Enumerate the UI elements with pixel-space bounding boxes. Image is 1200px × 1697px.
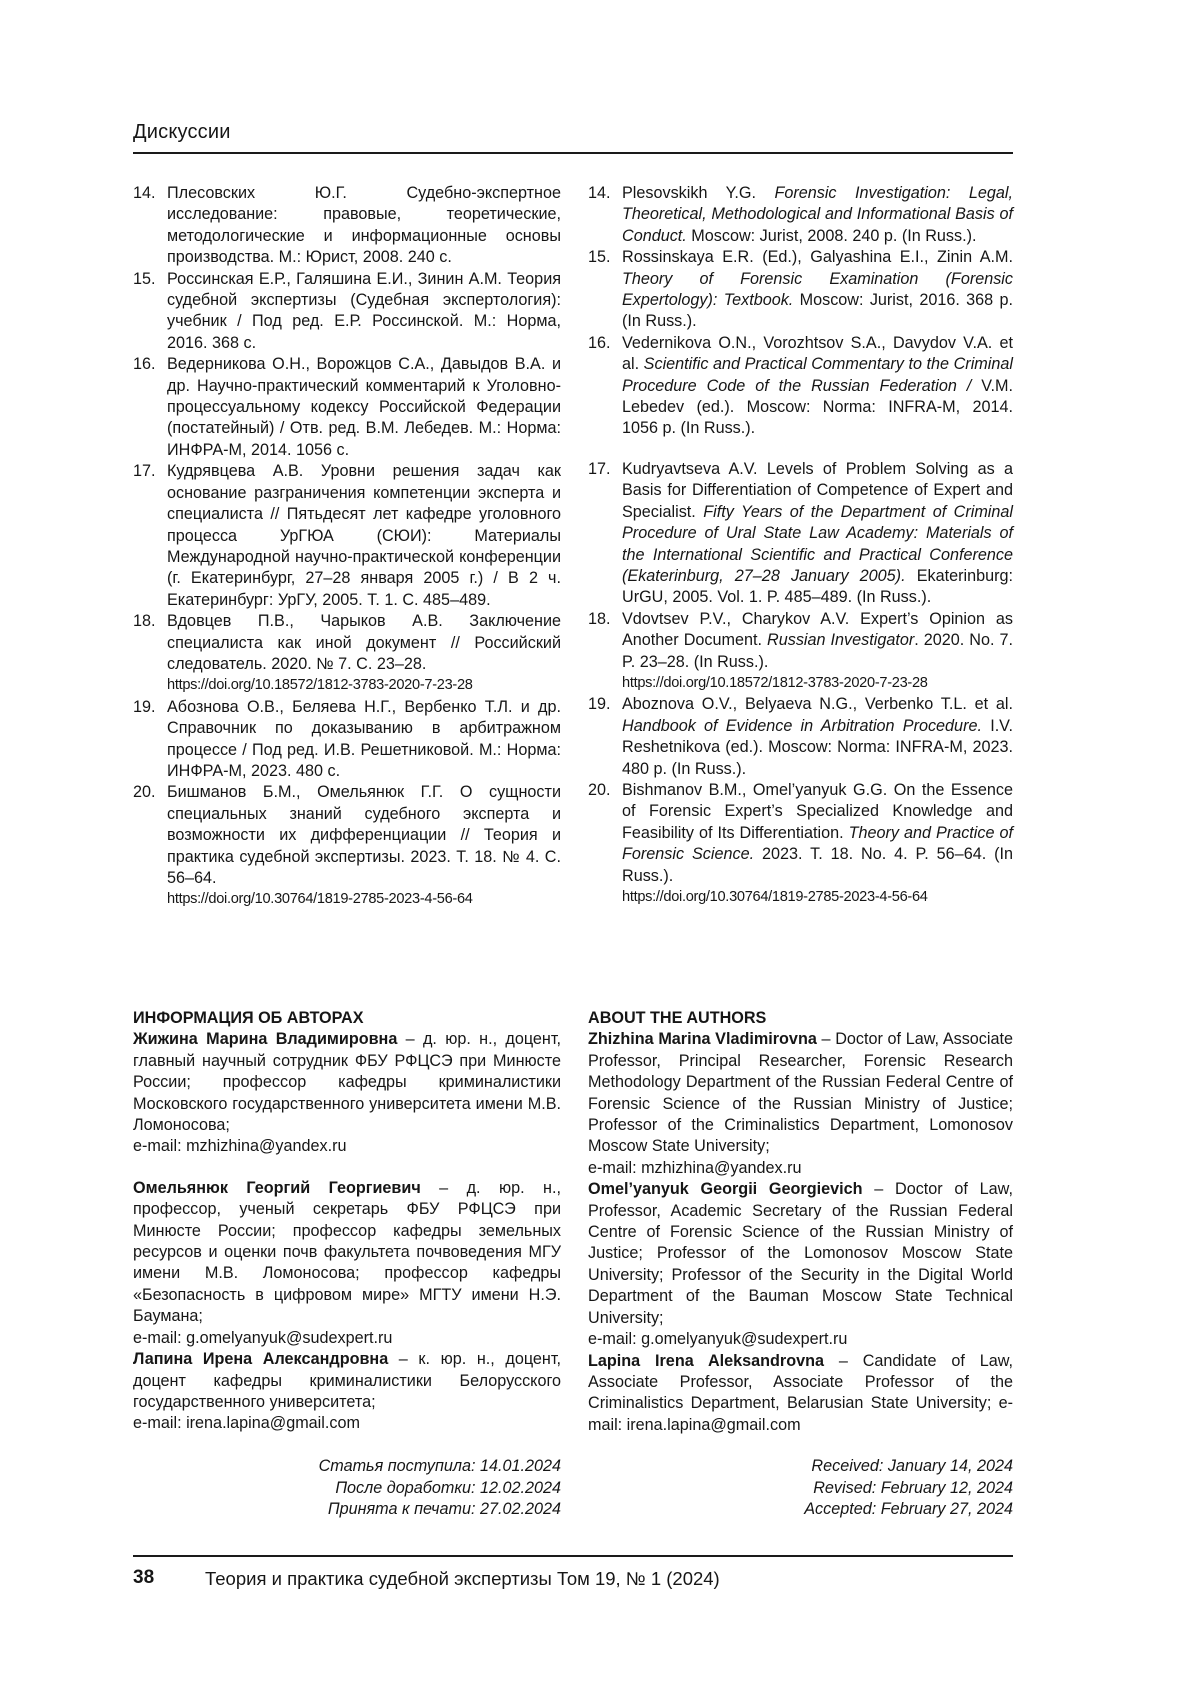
author-en-2: Omel’yanyuk Georgii Georgievich – Doctor of Law, Professor, Academic Secretary of the Russian Federal Centre of Forensic Science of the Russian Ministry of Justice; Professor of the Lomonosov Moscow State University; Professor of the Security in the Digital World Department of the Bauman Moscow State Technical University; e-mail: g.omelyanyuk@sudexpert.ru <box>588 1180 1013 1349</box>
reference-ru-17: 17. Кудрявцева А.В. Уровни решения задач как основание разграничения компетенции эксперта и специалиста // Пятьдесят лет кафедре уголовного процесса УрГЮА (СЮИ): Материалы Международной научно-практической конференции (г. Екатеринбург, 27–28 января 2005 г.) / В 2 ч. Екатеринбург: УрГУ, 2005. Т. 1. С. 485–489. <box>133 462 561 609</box>
author-email[interactable]: e-mail: mzhizhina@yandex.ru <box>133 1137 347 1156</box>
doi-link[interactable]: https://doi.org/10.18572/1812-3783-2020-7-23-28 <box>167 677 473 694</box>
revised-date: После доработки: 12.02.2024 <box>335 1478 561 1497</box>
author-en-3: Lapina Irena Aleksandrovna – Candidate of Law, Associate Professor, Associate Professor of the Criminalistics Department, Belarusian State University; e-mail: irena.lapina@gmail.com <box>588 1351 1014 1434</box>
reference-en-17: 17. Kudryavtseva A.V. Levels of Problem Solving as a Basis for Differentiation of Competence of Expert and Specialist. Fifty Years of the Department of Criminal Procedure of Ural State Law Academy: Materials of the International Scientific and Practical Conference (Ekaterinburg, 27–28 January 2005). Ekaterinburg: UrGU, 2005. Vol. 1. P. 485–489. (In Russ.). <box>588 459 1014 607</box>
author-ru-3: Лапина Ирена Александровна – к. юр. н., доцент, доцент кафедры криминалистики Белорусского государственного университета; e-mail: irena.lapina@gmail.com <box>133 1350 561 1433</box>
reference-en-19: 19. Aboznova O.V., Belyaeva N.G., Verbenko T.L. et al. Handbook of Evidence in Arbitration Procedure. I.V. Reshetnikova (ed.). Moscow: Norma: INFRA-M, 2023. 480 p. (In Russ.). <box>588 695 1013 778</box>
reference-en-20: 20. Bishmanov B.M., Omel’yanyuk G.G. On the Essence of Forensic Expert’s Specialized Knowledge and Feasibility of Its Differentiation. Theory and Practice of Forensic Science. 2023. T. 18. No. 4. P. 56–64. (In Russ.). https://doi.org/10.30764/1819-2785-2023-4-56-64 <box>588 780 1013 908</box>
received-date: Статья поступила: 14.01.2024 <box>318 1457 561 1475</box>
reference-en-15: 15. Rossinskaya E.R. (Ed.), Galyashina E.I., Zinin A.M. Theory of Forensic Examination (Forensic Expertology): Textbook. Moscow: Jurist, 2016. 368 p. (In Russ.). <box>588 248 1013 331</box>
author-ru-2: Омельянюк Георгий Георгиевич – д. юр. н., профессор, ученый секретарь ФБУ РФЦСЭ при Минюсте России; профессор кафедры земельных ресурсов и оценки почв факультета почвоведения МГУ имени М.В. Ломоносова; профессор кафедры «Безопасность в цифровом мире» МГТУ имени Н.Э. Баумана; e-mail: g.omelyanyuk@sudexpert.ru <box>133 1178 561 1347</box>
reference-ru-14: 14. Плесовских Ю.Г. Судебно-экспертное исследование: правовые, теоретические, методологические и информационные основы производства. М.: Юрист, 2008. 240 с. <box>133 184 561 267</box>
author-email[interactable]: e-mail: g.omelyanyuk@sudexpert.ru <box>133 1328 393 1347</box>
reference-ru-16: 16. Ведерникова О.Н., Ворожцов С.А., Давыдов В.А. и др. Научно-практический комментарий к Уголовно-процессуальному кодексу Российской Федерации (постатейный) / Отв. ред. В.М. Лебедев. М.: Норма: ИНФРА-М, 2014. 1056 с. <box>133 355 561 459</box>
reference-ru-18: 18. Вдовцев П.В., Чарыков А.В. Заключение специалиста как иной документ // Российский следователь. 2020. № 7. С. 23–28. https://doi.org/10.18572/1812-3783-2020-7-23-28 <box>133 611 561 697</box>
author-en-1: Zhizhina Marina Vladimirovna – Doctor of Law, Associate Professor, Principal Researcher, Forensic Research Methodology Department of the Russian Federal Centre of Forensic Science of the Russian Ministry of Justice; Professor of the Criminalistics Department, Lomonosov Moscow State University; e-mail: mzhizhina@yandex.ru <box>588 1030 1014 1177</box>
accepted-date: Принята к печати: 27.02.2024 <box>327 1500 561 1519</box>
authors-heading-ru: ИНФОРМАЦИЯ ОБ АВТОРАХ <box>133 1009 364 1027</box>
author-ru-1: Жижина Марина Владимировна – д. юр. н., доцент, главный научный сотрудник ФБУ РФЦСЭ при Минюсте России; профессор кафедры криминалистики Московского государственного университета имени М.В. Ломоносова; e-mail: mzhizhina@yandex.ru <box>133 1030 561 1156</box>
reference-en-18: 18. Vdovtsev P.V., Charykov A.V. Expert’s Opinion as Another Document. Russian Investigator. 2020. No. 7. P. 23–28. (In Russ.). https://doi.org/10.18572/1812-3783-2020-7-23-28 <box>588 609 1013 695</box>
doi-link[interactable]: https://doi.org/10.18572/1812-3783-2020-7-23-28 <box>622 674 928 691</box>
reference-ru-15: 15. Россинская Е.Р., Галяшина Е.И., Зинин А.М. Теория судебной экспертизы (Судебная экспертология): учебник / Под ред. Е.Р. Россинской. М.: Норма, 2016. 368 с. <box>133 269 561 352</box>
article-dates-ru <box>133 1456 561 1521</box>
article-dates-en <box>588 1456 1013 1521</box>
authors-info-ru <box>133 1008 561 1435</box>
footer-rule <box>133 1555 1013 1557</box>
authors-heading-en: ABOUT THE AUTHORS <box>588 1009 767 1027</box>
doi-link[interactable]: https://doi.org/10.30764/1819-2785-2023-4-56-64 <box>622 889 928 905</box>
reference-en-16: 16. Vedernikova O.N., Vorozhtsov S.A., Davydov V.A. et al. Scientific and Practical Commentary to the Criminal Procedure Code of the Russian Federation / V.M. Lebedev (ed.). Moscow: Norma: INFRA-M, 2014. 1056 p. (In Russ.). <box>588 333 1013 438</box>
page-number: 38 <box>133 1567 155 1588</box>
reference-ru-19: 19. Абознова О.В., Беляева Н.Г., Вербенко Т.Л. и др. Справочник по доказыванию в арбитражном процессе / Под ред. И.В. Решетниковой. М.: Норма: ИНФРА-М, 2023. 480 с. <box>133 697 561 780</box>
section-header: Дискуссии <box>133 121 231 143</box>
doi-link[interactable]: https://doi.org/10.30764/1819-2785-2023-4-56-64 <box>167 891 473 908</box>
authors-info-en <box>588 1008 1013 1436</box>
received-date: Received: January 14, 2024 <box>811 1457 1013 1475</box>
author-email[interactable]: e-mail: irena.lapina@gmail.com <box>133 1414 360 1433</box>
revised-date: Revised: February 12, 2024 <box>813 1478 1013 1497</box>
references-en <box>588 183 1013 908</box>
author-email[interactable]: e-mail: g.omelyanyuk@sudexpert.ru <box>588 1330 848 1349</box>
journal-title: Теория и практика судебной экспертизы Том 19, № 1 (2024) <box>205 1568 720 1589</box>
references-ru <box>133 183 561 911</box>
author-email[interactable]: e-mail: mzhizhina@yandex.ru <box>588 1158 802 1177</box>
reference-en-14: 14. Plesovskikh Y.G. Forensic Investigation: Legal, Theoretical, Methodological and Informational Basis of Conduct. Moscow: Jurist, 2008. 240 p. (In Russ.). <box>588 184 1013 245</box>
reference-ru-20: 20. Бишманов Б.М., Омельянюк Г.Г. О сущности специальных знаний судебного эксперта и возможности их дифференциации // Теория и практика судебной экспертизы. 2023. Т. 18. № 4. С. 56–64. https://doi.org/10.30764/1819-2785-2023-4-56-64 <box>133 782 561 910</box>
header-rule <box>133 152 1013 154</box>
accepted-date: Accepted: February 27, 2024 <box>804 1500 1013 1519</box>
